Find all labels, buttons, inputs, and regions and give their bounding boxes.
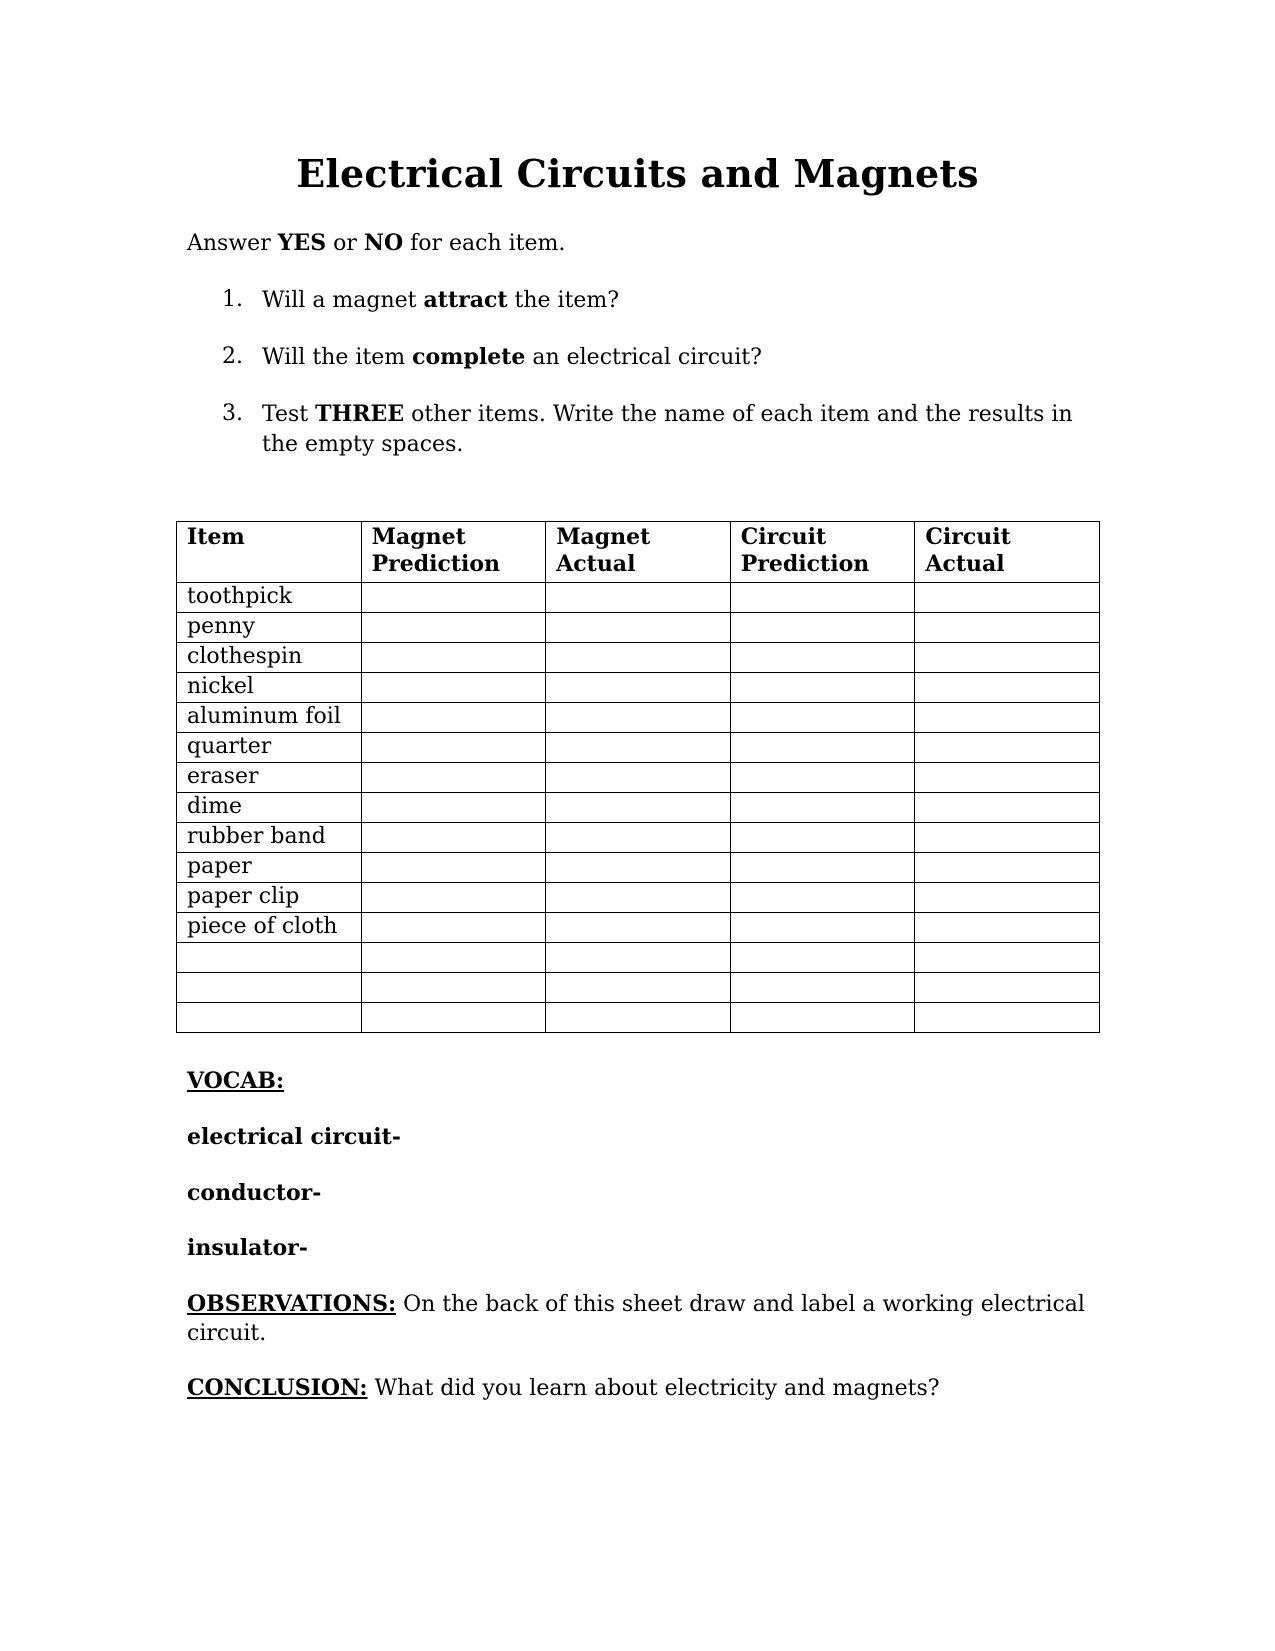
table-row bbox=[177, 853, 1100, 883]
circuit-actual-cell[interactable] bbox=[915, 583, 1100, 613]
circuit-prediction-cell[interactable] bbox=[730, 583, 915, 613]
intro-prefix: Answer bbox=[187, 231, 278, 256]
magnet-actual-cell[interactable] bbox=[546, 613, 731, 643]
intro-suffix: for each item. bbox=[403, 231, 566, 256]
circuit-prediction-cell[interactable] bbox=[730, 733, 915, 763]
instruction-text-before: Will the item bbox=[262, 345, 413, 370]
table-row bbox=[177, 943, 1100, 973]
table-row bbox=[177, 583, 1100, 613]
circuit-actual-cell[interactable] bbox=[915, 793, 1100, 823]
item-name-cell[interactable] bbox=[177, 1003, 362, 1033]
circuit-prediction-cell[interactable] bbox=[730, 703, 915, 733]
table-row bbox=[177, 703, 1100, 733]
circuit-prediction-cell[interactable] bbox=[730, 973, 915, 1003]
item-name-cell[interactable]: nickel bbox=[177, 673, 362, 703]
item-name-cell[interactable]: eraser bbox=[177, 763, 362, 793]
circuit-actual-cell[interactable] bbox=[915, 973, 1100, 1003]
magnet-actual-cell[interactable] bbox=[546, 1003, 731, 1033]
observations-label: OBSERVATIONS: bbox=[187, 1291, 397, 1317]
conclusion-label: CONCLUSION: bbox=[187, 1375, 368, 1401]
circuit-prediction-cell[interactable] bbox=[730, 673, 915, 703]
item-name-cell[interactable]: piece of cloth bbox=[177, 913, 362, 943]
circuit-actual-cell[interactable] bbox=[915, 883, 1100, 913]
vocab-term-electrical-circuit: electrical circuit- bbox=[187, 1124, 401, 1150]
circuit-actual-cell[interactable] bbox=[915, 823, 1100, 853]
magnet-actual-cell[interactable] bbox=[546, 733, 731, 763]
item-name-cell[interactable]: clothespin bbox=[177, 643, 362, 673]
instruction-item bbox=[222, 399, 1102, 460]
circuit-actual-cell[interactable] bbox=[915, 643, 1100, 673]
results-table-body bbox=[177, 583, 1100, 1033]
intro-instruction bbox=[187, 228, 565, 259]
table-row bbox=[177, 1003, 1100, 1033]
header-line1: Circuit bbox=[740, 524, 827, 550]
instruction-number: 3. bbox=[222, 401, 243, 426]
magnet-prediction-cell[interactable] bbox=[361, 703, 546, 733]
magnet-prediction-cell[interactable] bbox=[361, 1003, 546, 1033]
circuit-actual-cell[interactable] bbox=[915, 943, 1100, 973]
magnet-actual-cell[interactable] bbox=[546, 643, 731, 673]
magnet-prediction-cell[interactable] bbox=[361, 853, 546, 883]
circuit-actual-cell[interactable] bbox=[915, 733, 1100, 763]
table-row bbox=[177, 733, 1100, 763]
results-table bbox=[176, 521, 1100, 1033]
vocab-term-conductor: conductor- bbox=[187, 1180, 322, 1206]
conclusion-section bbox=[187, 1374, 1087, 1403]
instruction-number: 1. bbox=[222, 287, 243, 312]
instruction-text-after: other items. Write the name of each item and the results in the empty spaces. bbox=[262, 402, 1073, 457]
header-item bbox=[177, 522, 362, 583]
magnet-actual-cell[interactable] bbox=[546, 673, 731, 703]
magnet-actual-cell[interactable] bbox=[546, 823, 731, 853]
magnet-prediction-cell[interactable] bbox=[361, 673, 546, 703]
circuit-prediction-cell[interactable] bbox=[730, 793, 915, 823]
item-name-cell[interactable]: paper bbox=[177, 853, 362, 883]
header-circuit-prediction bbox=[730, 522, 915, 583]
header-line2: Prediction bbox=[740, 551, 870, 577]
magnet-prediction-cell[interactable] bbox=[361, 913, 546, 943]
header-item-label: Item bbox=[187, 524, 245, 550]
item-name-cell[interactable]: quarter bbox=[177, 733, 362, 763]
instruction-text-after: an electrical circuit? bbox=[525, 345, 762, 370]
circuit-prediction-cell[interactable] bbox=[730, 943, 915, 973]
item-name-cell[interactable]: dime bbox=[177, 793, 362, 823]
circuit-actual-cell[interactable] bbox=[915, 613, 1100, 643]
circuit-actual-cell[interactable] bbox=[915, 673, 1100, 703]
instruction-text-before: Will a magnet bbox=[262, 288, 424, 313]
magnet-actual-cell[interactable] bbox=[546, 703, 731, 733]
circuit-prediction-cell[interactable] bbox=[730, 613, 915, 643]
instruction-keyword: complete bbox=[412, 344, 526, 370]
page-title: Electrical Circuits and Magnets bbox=[296, 151, 979, 196]
header-circuit-actual bbox=[915, 522, 1100, 583]
item-name-cell[interactable]: penny bbox=[177, 613, 362, 643]
observations-section bbox=[187, 1290, 1087, 1348]
magnet-prediction-cell[interactable] bbox=[361, 883, 546, 913]
table-header-row bbox=[177, 522, 1100, 583]
instruction-text-after: the item? bbox=[507, 288, 620, 313]
magnet-prediction-cell[interactable] bbox=[361, 823, 546, 853]
instruction-text-before: Test bbox=[262, 402, 316, 427]
circuit-actual-cell[interactable] bbox=[915, 703, 1100, 733]
instruction-item bbox=[222, 285, 1102, 316]
item-name-cell[interactable]: rubber band bbox=[177, 823, 362, 853]
circuit-prediction-cell[interactable] bbox=[730, 763, 915, 793]
circuit-prediction-cell[interactable] bbox=[730, 1003, 915, 1033]
header-line2: Prediction bbox=[371, 551, 501, 577]
table-row bbox=[177, 973, 1100, 1003]
header-magnet-prediction bbox=[361, 522, 546, 583]
magnet-actual-cell[interactable] bbox=[546, 793, 731, 823]
magnet-prediction-cell[interactable] bbox=[361, 943, 546, 973]
intro-no: NO bbox=[363, 230, 404, 256]
vocab-heading: VOCAB: bbox=[187, 1068, 285, 1094]
magnet-prediction-cell[interactable] bbox=[361, 763, 546, 793]
magnet-actual-cell[interactable] bbox=[546, 583, 731, 613]
magnet-actual-cell[interactable] bbox=[546, 763, 731, 793]
item-name-cell[interactable]: paper clip bbox=[177, 883, 362, 913]
observations-text: On the back of this sheet draw and label a working electrical circuit. bbox=[187, 1292, 1085, 1346]
instruction-item bbox=[222, 342, 1102, 373]
circuit-actual-cell[interactable] bbox=[915, 913, 1100, 943]
magnet-prediction-cell[interactable] bbox=[361, 733, 546, 763]
conclusion-text: What did you learn about electricity and magnets? bbox=[367, 1376, 940, 1401]
header-line2: Actual bbox=[925, 551, 1005, 577]
table-row bbox=[177, 913, 1100, 943]
circuit-actual-cell[interactable] bbox=[915, 763, 1100, 793]
magnet-prediction-cell[interactable] bbox=[361, 583, 546, 613]
instruction-number: 2. bbox=[222, 344, 243, 369]
circuit-prediction-cell[interactable] bbox=[730, 883, 915, 913]
magnet-prediction-cell[interactable] bbox=[361, 793, 546, 823]
item-name-cell[interactable]: aluminum foil bbox=[177, 703, 362, 733]
instruction-keyword: attract bbox=[423, 287, 508, 313]
magnet-actual-cell[interactable] bbox=[546, 853, 731, 883]
header-line1: Magnet bbox=[371, 524, 466, 550]
magnet-prediction-cell[interactable] bbox=[361, 613, 546, 643]
magnet-actual-cell[interactable] bbox=[546, 913, 731, 943]
circuit-prediction-cell[interactable] bbox=[730, 853, 915, 883]
intro-yes: YES bbox=[277, 230, 327, 256]
header-line1: Magnet bbox=[556, 524, 651, 550]
magnet-actual-cell[interactable] bbox=[546, 943, 731, 973]
table-row bbox=[177, 673, 1100, 703]
instruction-keyword: THREE bbox=[315, 401, 405, 427]
table-row bbox=[177, 613, 1100, 643]
magnet-prediction-cell[interactable] bbox=[361, 643, 546, 673]
header-line2: Actual bbox=[556, 551, 636, 577]
table-row bbox=[177, 643, 1100, 673]
item-name-cell[interactable] bbox=[177, 943, 362, 973]
item-name-cell[interactable] bbox=[177, 973, 362, 1003]
table-row bbox=[177, 883, 1100, 913]
circuit-actual-cell[interactable] bbox=[915, 853, 1100, 883]
header-magnet-actual bbox=[546, 522, 731, 583]
magnet-actual-cell[interactable] bbox=[546, 973, 731, 1003]
table-row bbox=[177, 763, 1100, 793]
circuit-prediction-cell[interactable] bbox=[730, 823, 915, 853]
circuit-prediction-cell[interactable] bbox=[730, 643, 915, 673]
table-row bbox=[177, 793, 1100, 823]
item-name-cell[interactable]: toothpick bbox=[177, 583, 362, 613]
magnet-actual-cell[interactable] bbox=[546, 883, 731, 913]
magnet-prediction-cell[interactable] bbox=[361, 973, 546, 1003]
circuit-prediction-cell[interactable] bbox=[730, 913, 915, 943]
instruction-list bbox=[222, 285, 1102, 486]
header-line1: Circuit bbox=[925, 524, 1011, 550]
intro-or: or bbox=[326, 231, 364, 256]
vocab-term-insulator: insulator- bbox=[187, 1235, 308, 1261]
circuit-actual-cell[interactable] bbox=[915, 1003, 1100, 1033]
table-row bbox=[177, 823, 1100, 853]
